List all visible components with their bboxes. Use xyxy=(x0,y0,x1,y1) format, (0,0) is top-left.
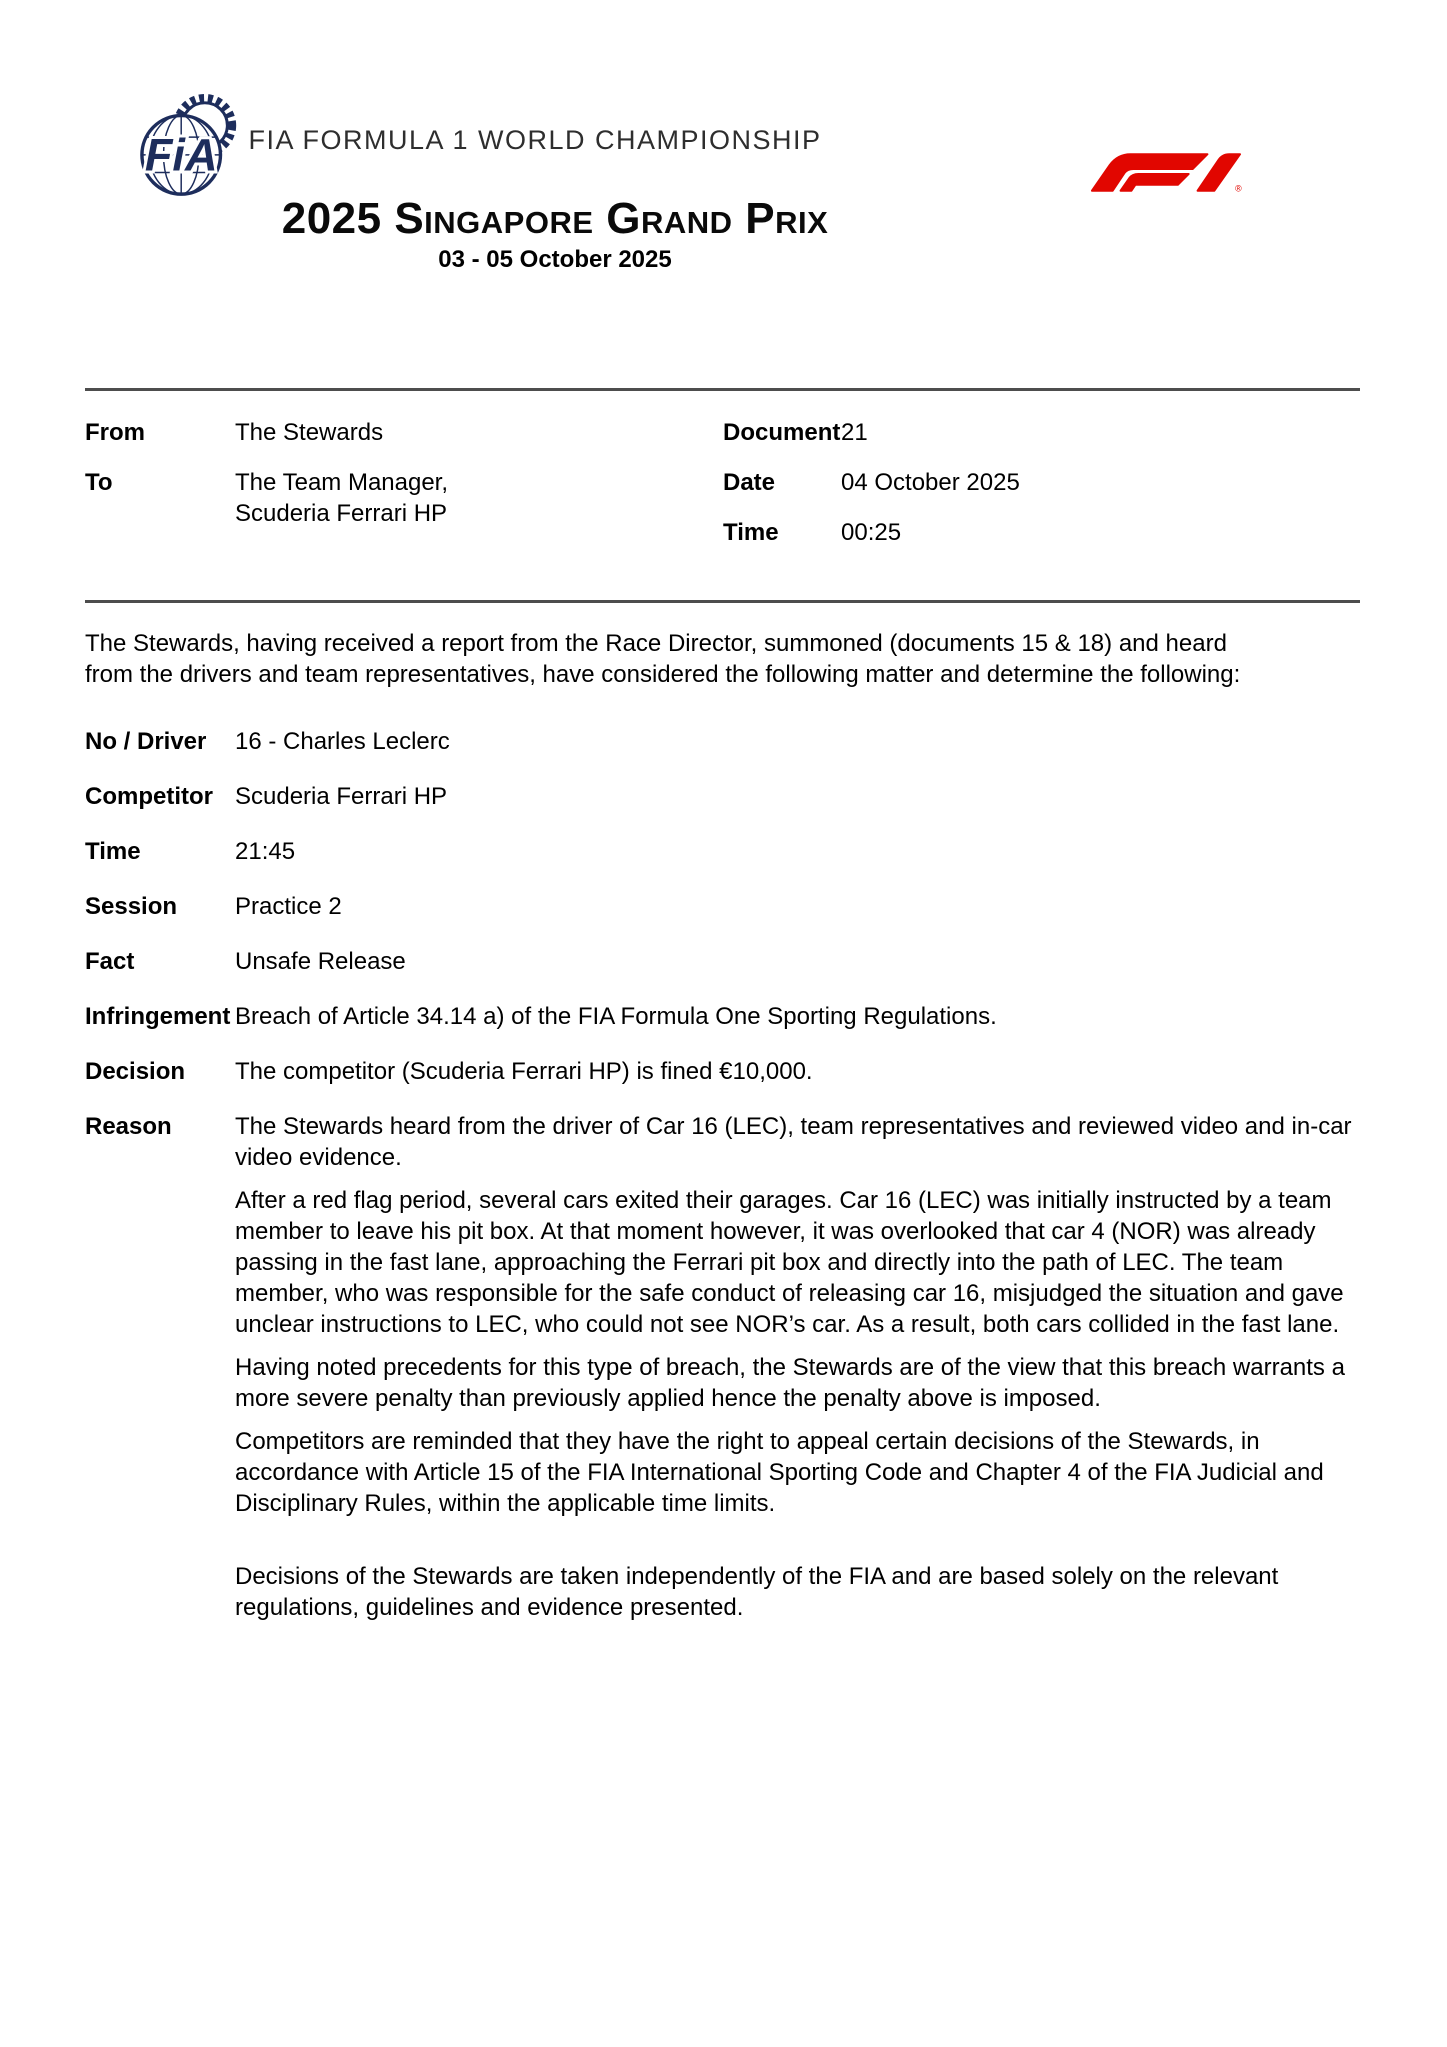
competitor-value: Scuderia Ferrari HP xyxy=(235,783,448,811)
meta-right-column xyxy=(723,417,1360,567)
field-row-decision xyxy=(85,1056,1360,1087)
reason-value xyxy=(235,1111,1360,1635)
reason-paragraph: Competitors are reminded that they have the right to appeal certain decisions of the Stewards, in accordance with Article 15 of the FIA International Sporting Code and Chapter 4 of the FIA Judicial and Disciplinary Rules, within the applicable time limits. xyxy=(235,1428,1324,1518)
decision-value: The competitor (Scuderia Ferrari HP) is fined €10,000. xyxy=(235,1058,813,1086)
reason-paragraph: Decisions of the Stewards are taken independently of the FIA and are based solely on the relevant regulations, guidelines and evidence presented. xyxy=(235,1563,1279,1622)
time-value: 00:25 xyxy=(841,519,902,547)
event-dates: 03 - 05 October 2025 xyxy=(438,246,672,274)
document-label: Document xyxy=(723,419,841,447)
no-driver-value: 16 - Charles Leclerc xyxy=(235,728,450,756)
infringement-label: Infringement xyxy=(85,1003,231,1031)
to-value xyxy=(235,467,723,529)
divider-bottom xyxy=(85,600,1360,603)
field-row-reason xyxy=(85,1111,1360,1635)
session-value: Practice 2 xyxy=(235,893,342,921)
meta-row-date xyxy=(723,467,1360,498)
to-value-line2: Scuderia Ferrari HP xyxy=(235,500,448,528)
from-label: From xyxy=(85,419,145,447)
from-value: The Stewards xyxy=(235,419,384,447)
field-row-competitor xyxy=(85,781,1360,812)
session-label: Session xyxy=(85,893,178,921)
time-field-label: Time xyxy=(85,838,141,866)
f1-registered-mark: ® xyxy=(1235,183,1242,193)
no-driver-label: No / Driver xyxy=(85,728,207,756)
intro-paragraph: The Stewards, having received a report from the Race Director, summoned (documents 15 & 18) and heard from the drivers and team representatives, have considered the following matter and determine the following: xyxy=(85,630,1241,689)
field-row-session xyxy=(85,891,1360,922)
title-block xyxy=(85,195,1025,274)
field-row-fact xyxy=(85,946,1360,977)
championship-title: FIA FORMULA 1 WORLD CHAMPIONSHIP xyxy=(248,125,822,155)
time-field-value: 21:45 xyxy=(235,838,296,866)
field-row-time xyxy=(85,836,1360,867)
decision-fields xyxy=(85,726,1360,1635)
fact-label: Fact xyxy=(85,948,135,976)
competitor-label: Competitor xyxy=(85,783,213,811)
date-label: Date xyxy=(723,469,776,497)
meta-row-document xyxy=(723,417,1360,448)
event-title: 2025 Singapore Grand Prix xyxy=(281,194,829,243)
meta-section xyxy=(85,391,1360,567)
document-header xyxy=(85,95,1360,195)
field-row-no-driver xyxy=(85,726,1360,757)
to-value-line1: The Team Manager, xyxy=(235,469,449,497)
reason-paragraph: Having noted precedents for this type of breach, the Stewards are of the view that this breach warrants a more severe penalty than previously applied hence the penalty above is imposed. xyxy=(235,1354,1345,1413)
meta-left-column xyxy=(85,417,723,567)
fact-value: Unsafe Release xyxy=(235,948,406,976)
document-value: 21 xyxy=(841,419,868,447)
to-label: To xyxy=(85,469,113,497)
meta-row-to xyxy=(85,467,723,529)
time-label: Time xyxy=(723,519,779,547)
decision-label: Decision xyxy=(85,1058,186,1086)
meta-row-from xyxy=(85,417,723,448)
date-value: 04 October 2025 xyxy=(841,469,1020,497)
field-row-infringement xyxy=(85,1001,1360,1032)
reason-paragraph: After a red flag period, several cars exited their garages. Car 16 (LEC) was initially instructed by a team member to leave his pit box. At that moment however, it was overlooked that car 4 (NOR) was already passing in the fast lane, approaching the Ferrari pit box and directly into the path of LEC. The team member, who was responsible for the safe conduct of releasing car 16, misjudged the situation and gave unclear instructions to LEC, who could not see NOR’s car. As a result, both cars collided in the fast lane. xyxy=(235,1187,1344,1339)
infringement-value: Breach of Article 34.14 a) of the FIA Formula One Sporting Regulations. xyxy=(235,1003,997,1031)
fia-logo-text: FiA xyxy=(144,129,218,181)
reason-label: Reason xyxy=(85,1113,172,1141)
f1-logo-icon xyxy=(1087,147,1243,193)
meta-row-time xyxy=(723,517,1360,548)
reason-paragraph: The Stewards heard from the driver of Car 16 (LEC), team representatives and reviewed video and in-car video evidence. xyxy=(235,1113,1352,1172)
